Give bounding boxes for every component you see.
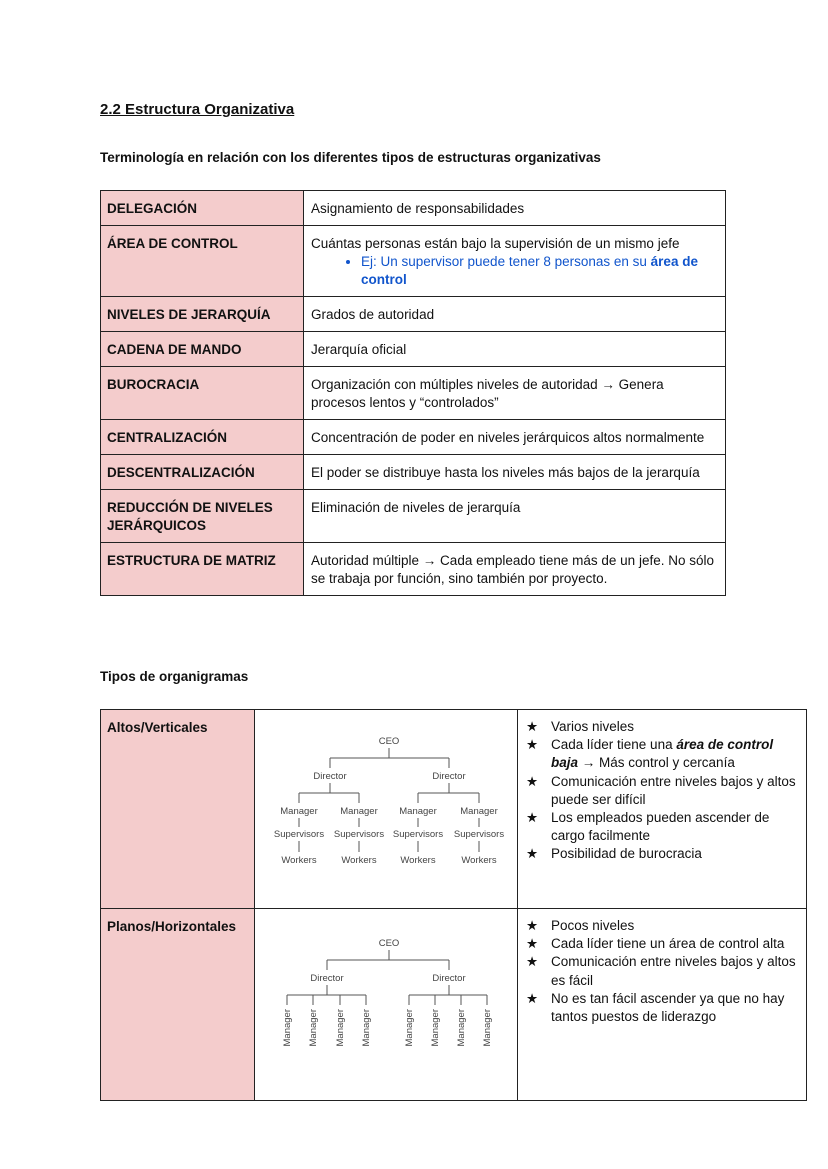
star-icon: ★ xyxy=(526,719,539,734)
definition-cell: Eliminación de niveles de jerarquía xyxy=(304,490,726,543)
feature-text: Comunicación entre niveles bajos y altos es fácil xyxy=(551,954,796,988)
feature-item xyxy=(526,935,798,953)
definition-cell: Autoridad múltiple → Cada empleado tiene más de un jefe. No sólo se trabaja por función, sino también por proyecto. xyxy=(304,543,726,596)
page-title: 2.2 Estructura Organizativa xyxy=(100,101,295,118)
features-list xyxy=(526,718,798,864)
supervisors-label: Supervisors xyxy=(453,829,505,840)
features-cell xyxy=(518,909,807,1101)
feature-item xyxy=(526,809,798,845)
definition-cell: Jerarquía oficial xyxy=(304,332,726,367)
star-icon: ★ xyxy=(526,737,539,753)
table-row xyxy=(101,226,726,297)
table-row xyxy=(101,332,726,367)
feature-text: Los empleados pueden ascender de cargo facilmente xyxy=(551,810,770,844)
manager-label: Manager xyxy=(456,1009,467,1047)
feature-item xyxy=(526,953,798,989)
star-icon: ★ xyxy=(526,918,539,933)
term-cell: ÁREA DE CONTROL xyxy=(101,226,304,297)
manager-label: Manager xyxy=(460,806,498,817)
definition-cell: El poder se distribuye hasta los niveles más bajos de la jerarquía xyxy=(304,455,726,490)
term-cell: DELEGACIÓN xyxy=(101,191,304,226)
diagram-cell xyxy=(255,710,518,909)
feature-text: Comunicación entre niveles bajos y altos puede ser difícil xyxy=(551,773,796,807)
manager-label: Manager xyxy=(399,806,437,817)
star-icon: ★ xyxy=(526,846,539,862)
table-row xyxy=(101,543,726,596)
feature-emphasis-text: área de control baja xyxy=(551,737,774,771)
star-icon: ★ xyxy=(526,810,539,826)
feature-item xyxy=(526,845,798,863)
table-row xyxy=(101,710,807,909)
table-row xyxy=(101,420,726,455)
term-cell: NIVELES DE JERARQUÍA xyxy=(101,297,304,332)
diagram-cell xyxy=(255,909,518,1101)
feature-text: Posibilidad de burocracia xyxy=(551,846,702,862)
workers-label: Workers xyxy=(341,855,377,866)
feature-text: Cada líder tiene un área de control alta xyxy=(551,936,785,952)
term-cell: ESTRUCTURA DE MATRIZ xyxy=(101,543,304,596)
terminology-table xyxy=(100,190,726,596)
type-cell: Planos/Horizontales xyxy=(101,909,255,1101)
example-text: Ej: Un supervisor puede tener 8 personas en su xyxy=(361,254,651,269)
director-label: Director xyxy=(432,771,466,782)
workers-label: Workers xyxy=(281,855,317,866)
manager-label: Manager xyxy=(361,1009,372,1047)
feature-item xyxy=(526,718,798,736)
feature-text: Cada líder tiene una xyxy=(551,737,677,753)
term-cell: CENTRALIZACIÓN xyxy=(101,420,304,455)
type-cell: Altos/Verticales xyxy=(101,710,255,909)
ceo-label: CEO xyxy=(378,938,400,949)
supervisors-label: Supervisors xyxy=(392,829,444,840)
manager-label: Manager xyxy=(430,1009,441,1047)
example-list xyxy=(311,253,718,289)
star-icon: ★ xyxy=(526,773,539,789)
manager-label: Manager xyxy=(482,1009,493,1047)
term-cell: CADENA DE MANDO xyxy=(101,332,304,367)
manager-label: Manager xyxy=(282,1009,293,1047)
supervisors-label: Supervisors xyxy=(273,829,325,840)
flat-org-chart-diagram xyxy=(255,909,517,1082)
manager-label: Manager xyxy=(308,1009,319,1047)
feature-item xyxy=(526,917,798,935)
manager-label: Manager xyxy=(280,806,318,817)
definition-cell: Grados de autoridad xyxy=(304,297,726,332)
features-cell xyxy=(518,710,807,909)
supervisors-label: Supervisors xyxy=(333,829,385,840)
feature-text: Pocos niveles xyxy=(551,918,635,933)
director-label: Director xyxy=(310,973,344,984)
manager-label: Manager xyxy=(340,806,378,817)
definition-cell: Asignamiento de responsabilidades xyxy=(304,191,726,226)
tall-org-chart-diagram xyxy=(255,710,517,890)
director-label: Director xyxy=(432,973,466,984)
workers-label: Workers xyxy=(400,855,436,866)
feature-item xyxy=(526,736,798,772)
table-row xyxy=(101,455,726,490)
term-cell: REDUCCIÓN DE NIVELES JERÁRQUICOS xyxy=(101,490,304,543)
workers-label: Workers xyxy=(461,855,497,866)
table-row xyxy=(101,490,726,543)
star-icon: ★ xyxy=(526,936,539,952)
feature-text: Varios niveles xyxy=(551,719,635,734)
table-row xyxy=(101,367,726,420)
example-item xyxy=(361,253,718,289)
definition-cell: Organización con múltiples niveles de autoridad → Genera procesos lentos y “controlados” xyxy=(304,367,726,420)
definition-text: Cuántas personas están bajo la supervisión de un mismo jefe xyxy=(311,236,680,251)
director-label: Director xyxy=(313,771,347,782)
table-row xyxy=(101,297,726,332)
feature-text: No es tan fácil ascender ya que no hay tantos puestos de liderazgo xyxy=(551,990,785,1025)
feature-item xyxy=(526,773,798,809)
star-icon: ★ xyxy=(526,990,539,1006)
table-row xyxy=(101,191,726,226)
table-row xyxy=(101,909,807,1101)
feature-text: → Más control y cercanía xyxy=(578,755,735,771)
manager-label: Manager xyxy=(335,1009,346,1047)
org-charts-heading: Tipos de organigramas xyxy=(100,669,249,684)
terminology-heading: Terminología en relación con los diferentes tipos de estructuras organizativas xyxy=(100,150,601,165)
definition-cell xyxy=(304,226,726,297)
term-cell: DESCENTRALIZACIÓN xyxy=(101,455,304,490)
definition-cell: Concentración de poder en niveles jerárquicos altos normalmente xyxy=(304,420,726,455)
star-icon: ★ xyxy=(526,954,539,970)
ceo-label: CEO xyxy=(378,736,400,747)
example-bold-text: área de control xyxy=(361,254,698,287)
org-chart-types-table xyxy=(100,709,807,1101)
term-cell: BUROCRACIA xyxy=(101,367,304,420)
manager-label: Manager xyxy=(404,1009,415,1047)
feature-item xyxy=(526,990,798,1026)
features-list xyxy=(526,917,798,1026)
